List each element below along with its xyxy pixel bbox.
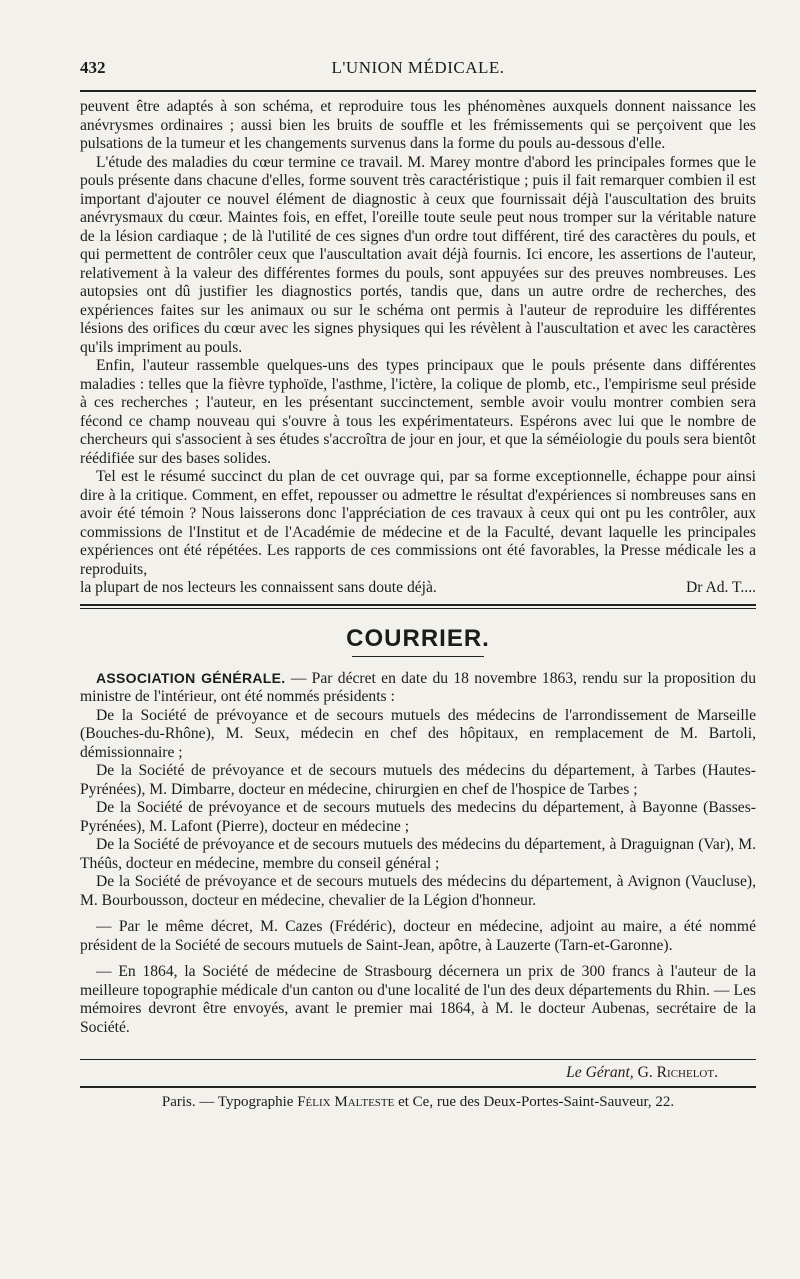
president-entry: De la Société de prévoyance et de secours mutuels des médecins du département, à Tarbes (Hautes-Pyrénées), M. Dimbarre, docteur en médecine, chirurgien en chef de l'hospice de Tarbes ; [80, 762, 756, 798]
gerant-block [80, 1059, 756, 1086]
association-lead-paragraph [80, 669, 756, 707]
page-number: 432 [80, 58, 106, 77]
gerant-line [80, 1060, 756, 1086]
review-signature: Dr Ad. T.... [685, 579, 756, 596]
president-entry: De la Société de prévoyance et de secours mutuels des médecins du département, à Draguignan (Var), M. Théûs, docteur en médecine, membre du conseil général ; [80, 836, 756, 872]
review-paragraph: Enfin, l'auteur rassemble quelques-uns des types principaux que le pouls présente dans différentes maladies : telles que la fièvre typhoïde, l'asthme, l'ictère, la colique de plomb, etc., l'empirisme seul préside à ces recherches ; l'auteur, en les présentant succinctement, semble avoir voulu montrer combien sera fécond ce champ nouveau qui s'ouvre à tous les expérimentateurs. Espérons avec lui que le nombre de chercheurs qui s'associent à ses études s'accroîtra de jour en jour, et que la séméiologie du pouls sera bientôt réédifiée sur des bases solides. [80, 357, 756, 467]
review-article [80, 98, 756, 598]
second-decree-paragraph: — Par le même décret, M. Cazes (Frédéric), docteur en médecine, adjoint au maire, a été nommé président de la Société de secours mutuels de Saint-Jean, apôtre, à Lauzerte (Tarn-et-Garonne). [80, 918, 756, 954]
paragraph-gap [80, 955, 756, 963]
footer-prefix: Paris. — Typographie [161, 1094, 298, 1110]
association-lead-text: — Par décret en date du 18 novembre 1863, rendu sur la proposition du ministre de l'intérieur, ont été nommés présidents : [80, 669, 756, 705]
strasbourg-prize-paragraph: — En 1864, la Société de médecine de Strasbourg décernera un prix de 300 francs à l'auteur de la meilleure topographie médicale d'un canton ou d'une localité de l'un des deux départements du Rhin. — Les mémoires devront être envoyés, avant le premier mai 1864, à M. le docteur Aubenas, secrétaire de la Société. [80, 963, 756, 1036]
section-divider [80, 604, 756, 609]
review-closing-line [80, 579, 756, 598]
review-paragraph: L'étude des maladies du cœur termine ce travail. M. Marey montre d'abord les principales formes que le pouls présente dans chacune d'elles, forme souvent très caractéristique ; puis il fait remarquer combien il est important d'ajouter ce nouvel élément de diagnostic à ceux que fournissait déjà l'auscultation des bruits anévrysmaux du cœur. Maintes fois, en effet, l'oreille toute seule peut nous tromper sur la véritable nature de la lésion cardiaque ; de là l'utilité de ces signes d'un ordre tout différent, tiré des caractères du pouls, et qui permettent de contrôler ceux que l'auscultation avait déjà fournis. Ici encore, les assertions de l'auteur, relativement à la valeur des différentes formes du pouls, sont appuyées sur des preuves nombreuses. Les autopsies ont dû justifier les diagnostics portés, tandis que, dans un autre ordre de recherches, des expériences faites sur les animaux ou sur le schéma ont permis à l'auteur de reproduire les différentes lésions des orifices du cœur avec les signes physiques qui les révèlent à l'auscultation et avec les caractères qu'ils impriment au pouls. [80, 153, 756, 356]
header-rule [80, 90, 756, 92]
association-lead-caps: ASSOCIATION GÉNÉRALE. [96, 669, 286, 686]
review-paragraph: peuvent être adaptés à son schéma, et reproduire tous les phénomènes auxquels donnent naissance les anévrysmes ordinaires ; aussi bien les bruits de souffle et les frémissements qui se perçoivent que les pulsations de la tumeur et les changements survenus dans la forme du pouls au-dessous d'elle. [80, 98, 756, 152]
page-header [80, 0, 756, 86]
printer-footer [80, 1088, 756, 1111]
review-last-line: la plupart de nos lecteurs les connaissent sans doute déjà. [80, 579, 437, 596]
running-title: L'UNION MÉDICALE. [331, 58, 505, 77]
courrier-heading-rule [352, 656, 484, 657]
president-entry: De la Société de prévoyance et de secours mutuels des médecins de l'arrondissement de Marseille (Bouches-du-Rhône), M. Seux, médecin en chef des hôpitaux, en remplacement de M. Bartoli, démissionnaire ; [80, 706, 756, 761]
president-entry: De la Société de prévoyance et de secours mutuels des médecins du département, à Avignon (Vaucluse), M. Bourbousson, docteur en médecine, chevalier de la Légion d'honneur. [80, 873, 756, 909]
president-entry: De la Société de prévoyance et de secours mutuels des medecins du département, à Bayonne (Basses-Pyrénées), M. Lafont (Pierre), docteur en médecine ; [80, 799, 756, 835]
footer-printer: Félix Malteste [297, 1094, 395, 1110]
gerant-name: G. Richelot. [637, 1064, 718, 1081]
courrier-section [80, 669, 756, 1038]
paragraph-gap [80, 910, 756, 918]
gerant-label: Le Gérant, [566, 1064, 634, 1081]
review-paragraph: Tel est le résumé succinct du plan de cet ouvrage qui, par sa forme exceptionnelle, échappe pour ainsi dire à la critique. Comment, en effet, repousser ou admettre le résultat d'expériences si nombreuses sans en avoir été témoin ? Nous laisserons donc l'appréciation de ces travaux à ceux qui ont pu les contrôler, aux commissions de l'Institut et de l'Académie de médecine et de la Faculté, devant laquelle les principales expériences ont été répétées. Les rapports de ces commissions ont été favorables, la Presse médicale les a reproduits, [80, 468, 756, 578]
courrier-heading: COURRIER. [346, 624, 490, 652]
footer-suffix: et Ce, rue des Deux-Portes-Saint-Sauveur, 22. [394, 1094, 675, 1110]
